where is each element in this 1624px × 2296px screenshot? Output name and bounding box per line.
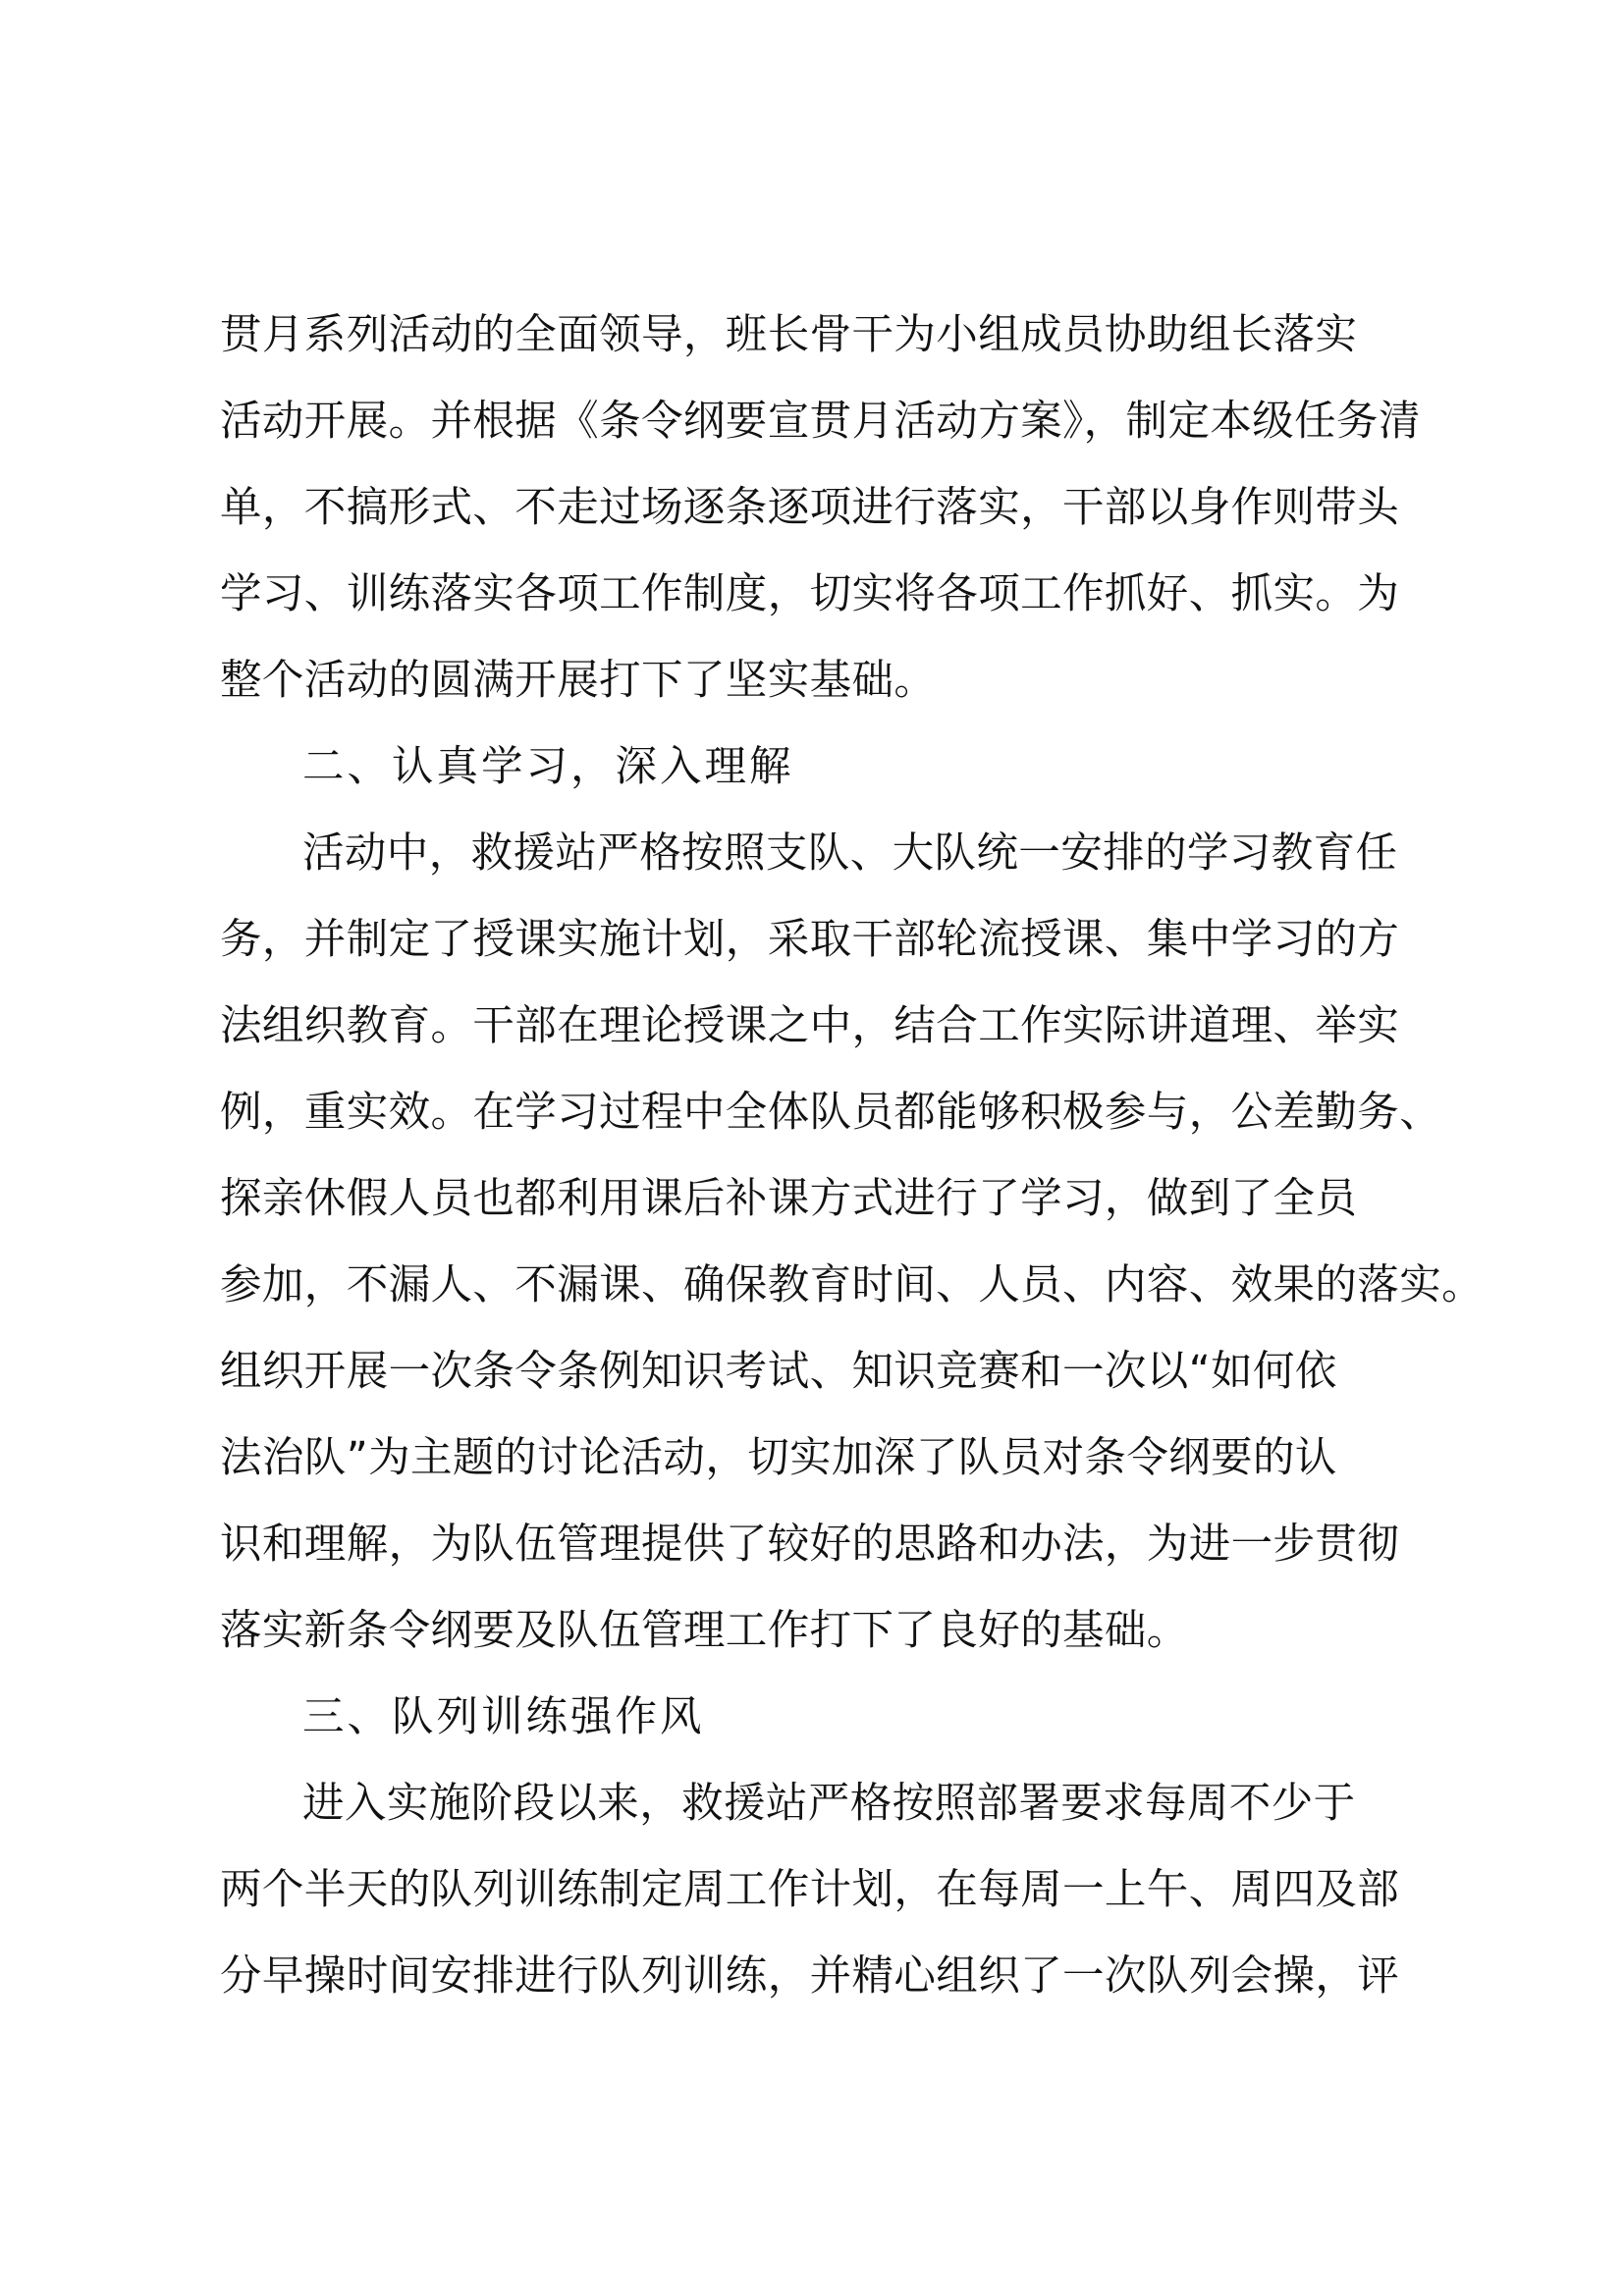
paragraph-line: 贯月系列活动的全面领导，班长骨干为小组成员协助组长落实	[220, 311, 1358, 359]
paragraph-line: 学习、训练落实各项工作制度，切实将各项工作抓好、抓实。为	[220, 570, 1400, 618]
paragraph-line: 探亲休假人员也都利用课后补课方式进行了学习，做到了全员	[220, 1175, 1358, 1223]
section-heading-3: 三、队列训练强作风	[302, 1693, 705, 1741]
paragraph-line: 落实新条令纲要及队伍管理工作打下了良好的基础。	[220, 1607, 1189, 1655]
paragraph-line: 活动中，救援站严格按照支队、大队统一安排的学习教育任	[302, 829, 1398, 878]
paragraph-line: 活动开展。并根据《条令纲要宣贯月活动方案》，制定本级任务清	[220, 398, 1421, 446]
paragraph-line: 例，重实效。在学习过程中全体队员都能够积极参与，公差勤务、	[220, 1089, 1442, 1137]
paragraph-line: 进入实施阶段以来，救援站严格按照部署要求每周不少于	[302, 1780, 1356, 1828]
paragraph-line: 整个活动的圆满开展打下了坚实基础。	[220, 657, 937, 705]
section-heading-2: 二、认真学习，深入理解	[302, 743, 794, 791]
paragraph-line: 两个半天的队列训练制定周工作计划，在每周一上午、周四及部	[220, 1866, 1400, 1914]
paragraph-line: 参加，不漏人、不漏课、确保教育时间、人员、内容、效果的落实。	[220, 1261, 1485, 1309]
paragraph-line: 识和理解，为队伍管理提供了较好的思路和办法，为进一步贯彻	[220, 1521, 1400, 1569]
paragraph-line: 分早操时间安排进行队列训练，并精心组织了一次队列会操，评	[220, 1952, 1400, 2001]
paragraph-line: 法治队”为主题的讨论活动，切实加深了队员对条令纲要的认	[220, 1434, 1337, 1482]
paragraph-line: 务，并制定了授课实施计划，采取干部轮流授课、集中学习的方	[220, 916, 1400, 964]
paragraph-line: 单，不搞形式、不走过场逐条逐项进行落实，干部以身作则带头	[220, 484, 1400, 532]
paragraph-line: 法组织教育。干部在理论授课之中，结合工作实际讲道理、举实	[220, 1002, 1400, 1050]
paragraph-line: 组织开展一次条令条例知识考试、知识竞赛和一次以“如何依	[220, 1348, 1337, 1396]
